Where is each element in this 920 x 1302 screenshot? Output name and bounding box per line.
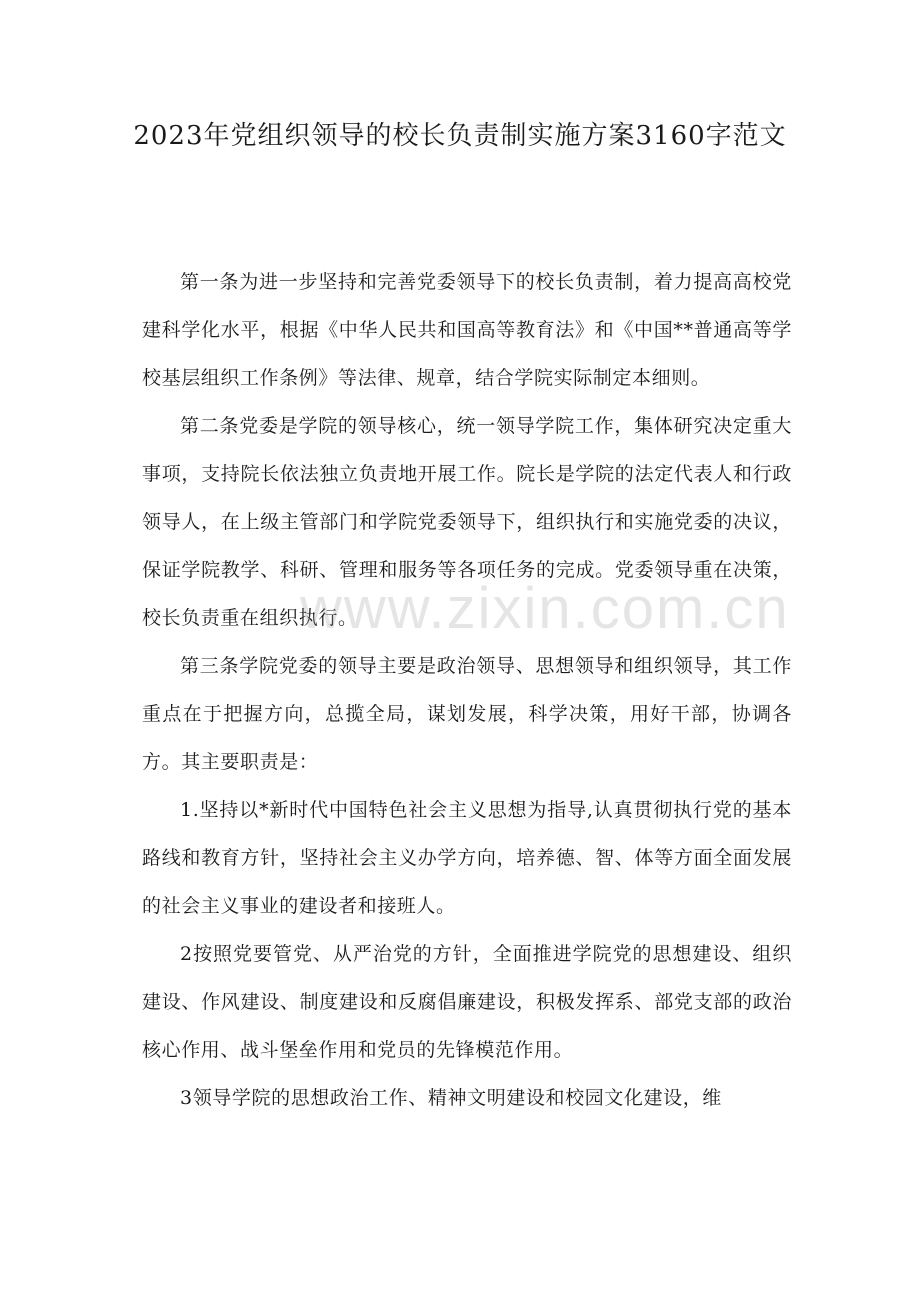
paragraph-item-2: 2按照党要管党、从严治党的方针，全面推进学院党的思想建设、组织建设、作风建设、制度建设和反腐倡廉建设，积极发挥系、部党支部的政治核心作用、战斗堡垒作用和党员的先锋模范作用。	[142, 943, 792, 1061]
paragraph-article-2: 第二条党委是学院的领导核心，统一领导学院工作，集体研究决定重大事项，支持院长依法独立负责地开展工作。院长是学院的法定代表人和行政领导人，在上级主管部门和学院党委领导下，组织执行和实施党委的决议，保证学院教学、科研、管理和服务等各项任务的完成。党委领导重在决策，校长负责重在组织执行。	[142, 415, 792, 629]
paragraph-article-1: 第一条为进一步坚持和完善党委领导下的校长负责制，着力提高高校党建科学化水平，根据《中华人民共和国高等教育法》和《中国**普通高等学校基层组织工作条例》等法律、规章，结合学院实际制定本细则。	[142, 271, 792, 389]
document-body	[142, 258, 792, 1122]
paragraph-item-3: 3领导学院的思想政治工作、精神文明建设和校园文化建设，维	[180, 1087, 722, 1109]
paragraph-item-1: 1.坚持以*新时代中国特色社会主义思想为指导,认真贯彻执行党的基本路线和教育方针，坚持社会主义办学方向，培养德、智、体等方面全面发展的社会主义事业的建设者和接班人。	[142, 799, 792, 917]
document-title: 2023年党组织领导的校长负责制实施方案3160字范文	[133, 121, 787, 151]
watermark: www.zixin.com.cn	[300, 576, 790, 641]
paragraph-article-3: 第三条学院党委的领导主要是政治领导、思想领导和组织领导，其工作重点在于把握方向，总揽全局，谋划发展，科学决策，用好干部，协调各方。其主要职责是：	[142, 655, 792, 773]
